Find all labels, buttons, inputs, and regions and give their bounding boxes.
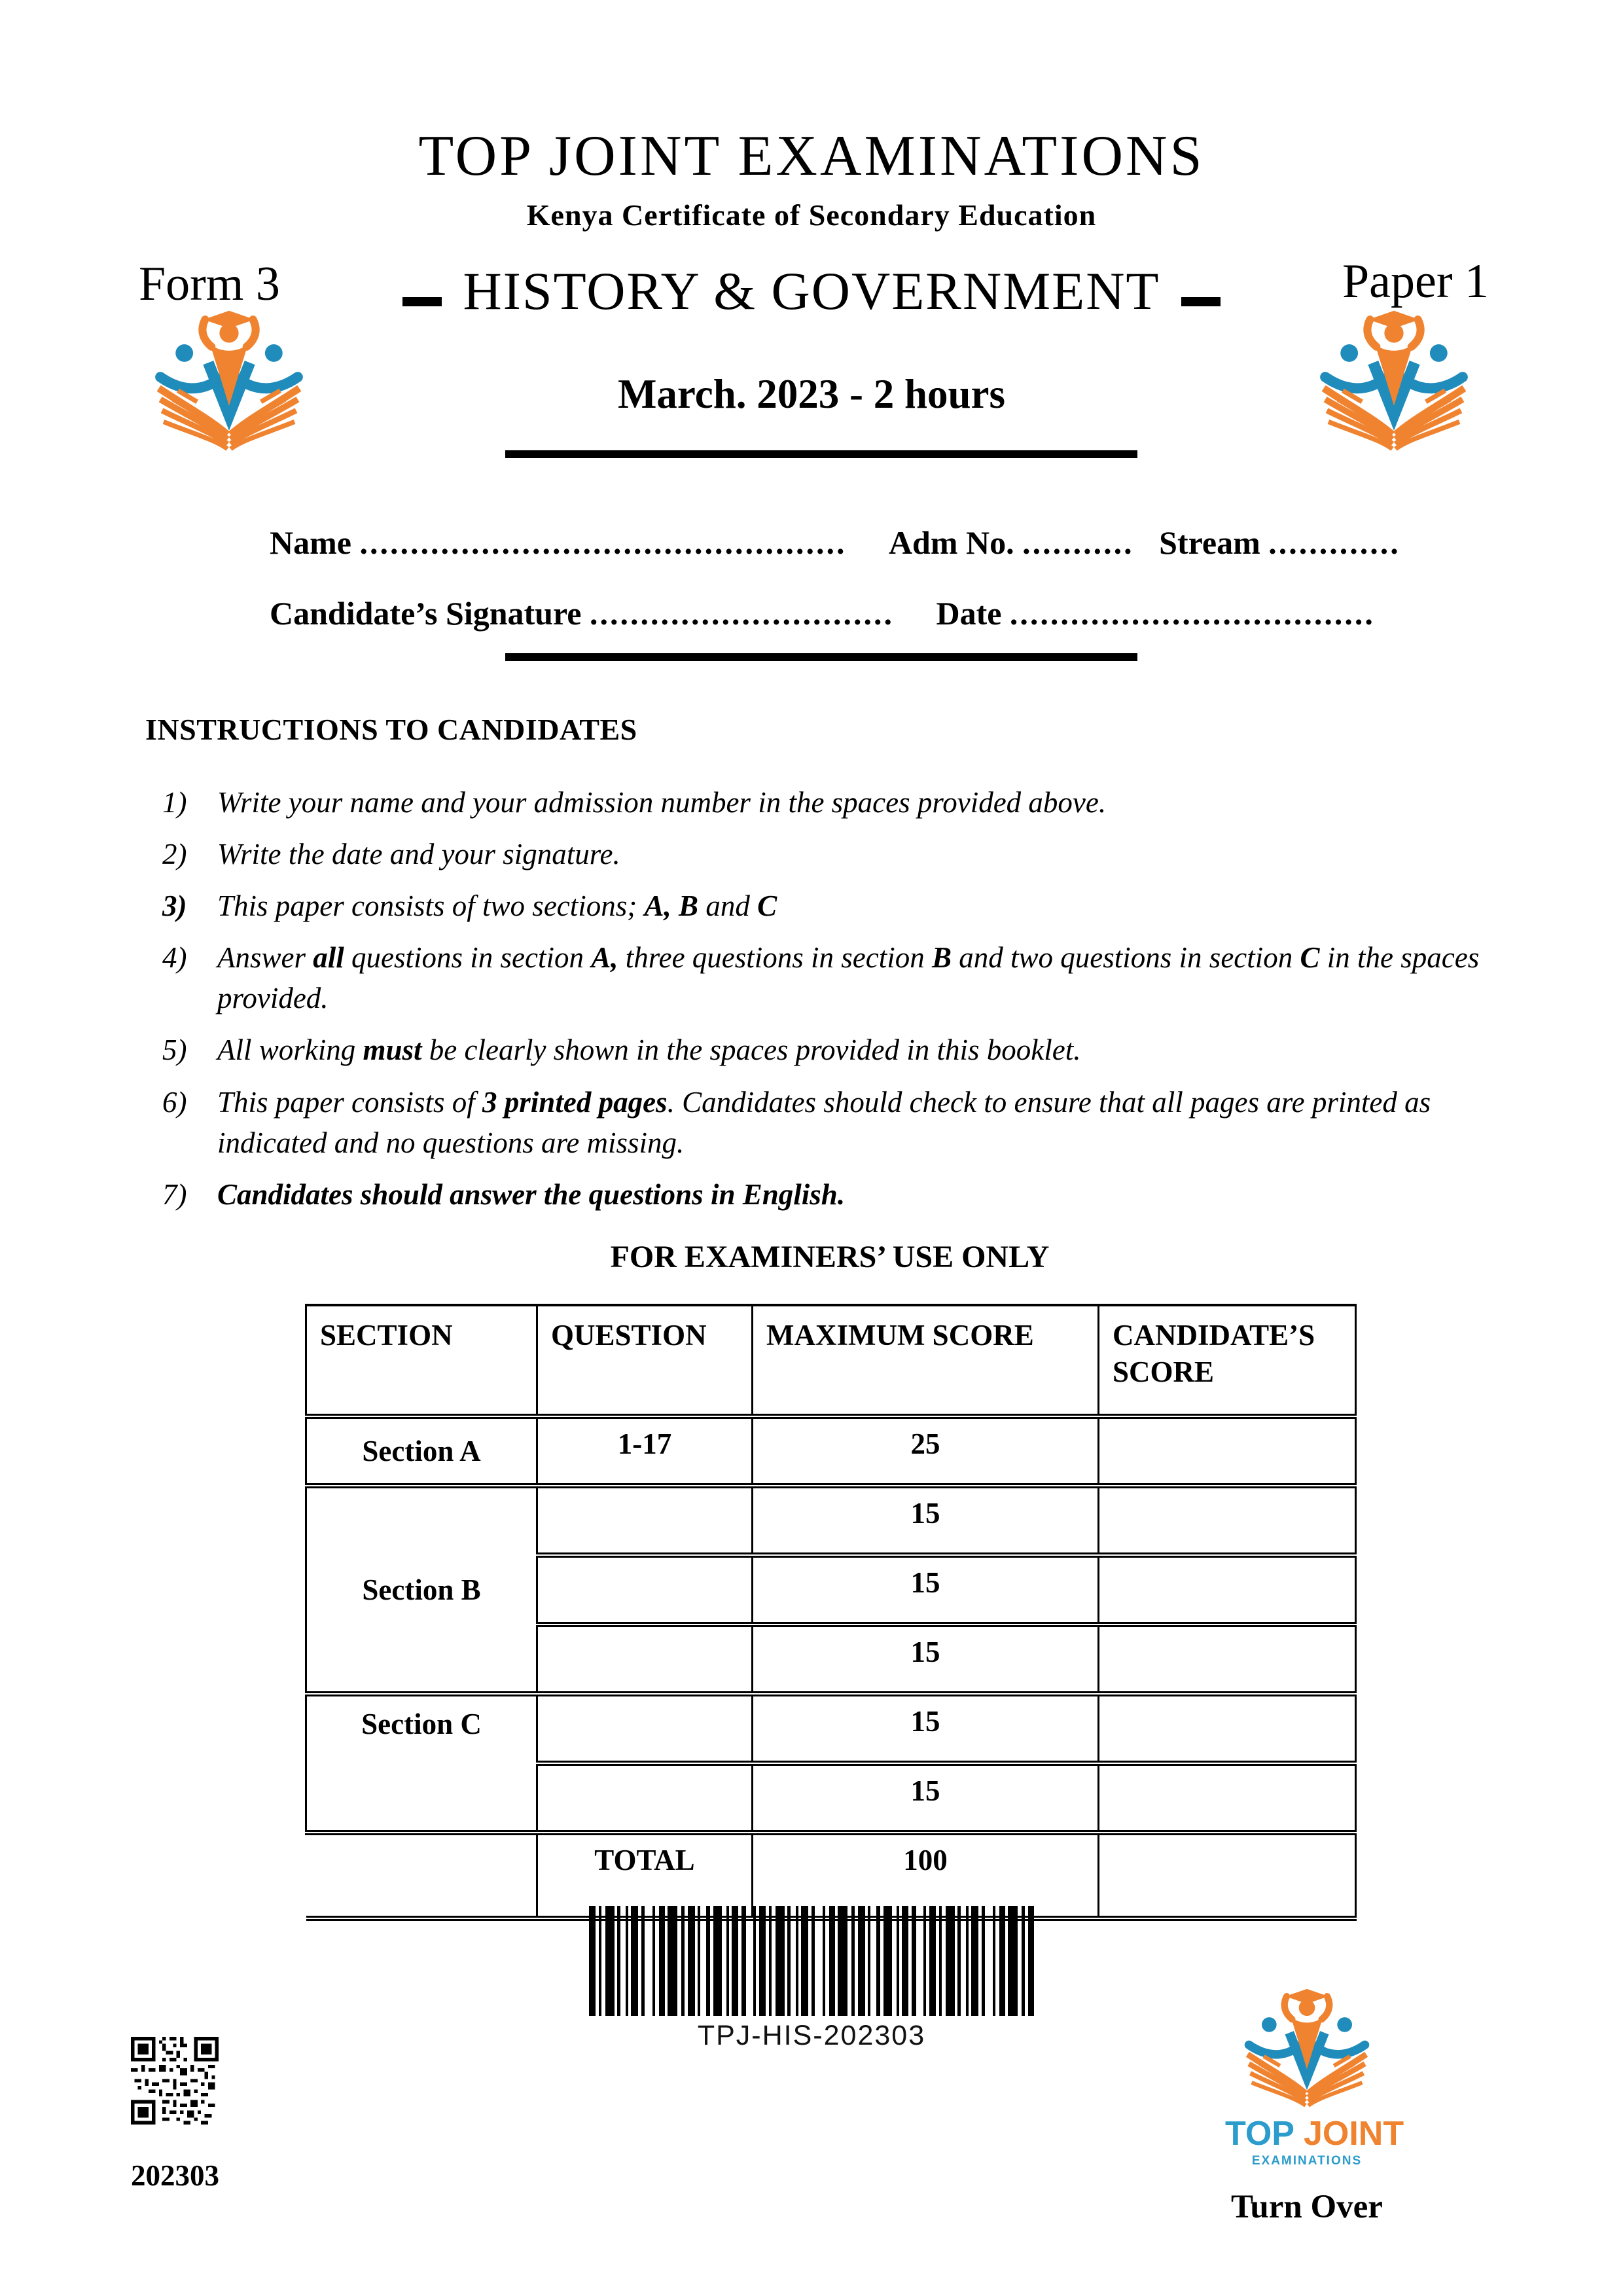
divider-rule-bottom — [505, 653, 1137, 661]
instruction-item: 3) This paper consists of two sections; A, B and C — [162, 889, 777, 923]
examiners-section — [305, 1239, 1355, 1921]
table-row — [306, 1416, 1356, 1486]
instruction-item: 6) This paper consists of 3 printed pages. Candidates should check to ensure that all pages are printed as indicated and no questions are missing. — [162, 1085, 1431, 1159]
paper-number-label: Paper 1 — [1342, 255, 1489, 308]
section-a-cell: Section A — [306, 1416, 537, 1486]
max-score-cell: 15 — [753, 1624, 1099, 1694]
logo-word-sub: EXAMINATIONS — [1251, 2154, 1363, 2168]
question-cell: 1-17 — [537, 1416, 753, 1486]
section-c-cell: Section C — [306, 1694, 537, 1833]
instruction-item: 2) Write the date and your signature. — [162, 838, 620, 871]
col-section: SECTION — [306, 1305, 537, 1416]
certificate-subtitle: Kenya Certificate of Secondary Education — [526, 198, 1097, 232]
candidate-score-cell — [1099, 1486, 1356, 1555]
question-cell — [537, 1763, 753, 1833]
candidate-score-cell — [1099, 1833, 1356, 1918]
instructions-list — [145, 782, 1539, 1215]
examiners-table — [305, 1304, 1357, 1921]
name-label: Name — [270, 524, 351, 561]
logo-word-top: TOP — [1225, 2115, 1294, 2153]
candidate-identity-line — [270, 524, 1474, 562]
exam-session-line: March. 2023 - 2 hours — [617, 371, 1006, 417]
subject-title: HISTORY & GOVERNMENT — [463, 261, 1160, 321]
signature-label: Candidate’s Signature — [270, 595, 582, 632]
table-row — [306, 1694, 1356, 1763]
instructions-section — [145, 712, 1539, 1226]
candidate-score-cell — [1099, 1694, 1356, 1763]
col-max-score: MAXIMUM SCORE — [753, 1305, 1099, 1416]
max-score-cell: 15 — [753, 1763, 1099, 1833]
turn-over-label: Turn Over — [1231, 2189, 1383, 2225]
adm-no-fill-in: ........... — [1022, 524, 1134, 561]
total-max-cell: 100 — [753, 1833, 1099, 1918]
question-cell — [537, 1624, 753, 1694]
table-row — [306, 1486, 1356, 1555]
col-question: QUESTION — [537, 1305, 753, 1416]
max-score-cell: 15 — [753, 1486, 1099, 1555]
instruction-item: 1) Write your name and your admission number in the spaces provided above. — [162, 786, 1107, 819]
total-label-cell: TOTAL — [537, 1833, 753, 1918]
qr-block — [131, 2037, 229, 2193]
subject-dash-left — [402, 297, 442, 306]
logo-wordmark — [1225, 2114, 1404, 2153]
candidate-score-cell — [1099, 1763, 1356, 1833]
adm-no-label: Adm No. — [888, 524, 1014, 561]
max-score-cell: 25 — [753, 1416, 1099, 1486]
candidate-score-cell — [1099, 1555, 1356, 1624]
instruction-item: 5) All working must be clearly shown in the spaces provided in this booklet. — [162, 1033, 1081, 1067]
table-header-row — [306, 1305, 1356, 1416]
question-cell — [537, 1486, 753, 1555]
examiners-heading: FOR EXAMINERS’ USE ONLY — [610, 1240, 1050, 1274]
barcode-block — [589, 1906, 1034, 2052]
stream-fill-in: ............. — [1268, 524, 1400, 561]
candidate-score-cell — [1099, 1416, 1356, 1486]
question-cell — [537, 1555, 753, 1624]
date-fill-in: .................................... — [1009, 595, 1375, 632]
section-b-cell: Section B — [306, 1486, 537, 1694]
name-fill-in: ................................................ — [359, 524, 847, 561]
footer-brand — [1225, 1986, 1404, 2226]
max-score-cell: 15 — [753, 1694, 1099, 1763]
instruction-item: 4) Answer all questions in section A, three questions in section B and two questions in section C in the spaces provided. — [162, 941, 1480, 1015]
stream-label: Stream — [1159, 524, 1260, 561]
question-cell — [537, 1694, 753, 1763]
subject-dash-right — [1181, 297, 1221, 306]
qr-code-icon — [131, 2037, 219, 2125]
col-candidate-score: CANDIDATE’S SCORE — [1099, 1305, 1356, 1416]
ghost-cell — [306, 1833, 537, 1918]
candidate-score-cell — [1099, 1624, 1356, 1694]
date-label: Date — [936, 595, 1002, 632]
candidate-signature-line — [270, 594, 1474, 632]
signature-fill-in: .............................. — [589, 595, 894, 632]
page-title: TOP JOINT EXAMINATIONS — [418, 124, 1205, 188]
form-level-label: Form 3 — [139, 257, 280, 311]
school-logo-icon — [1240, 1986, 1374, 2113]
instructions-heading: INSTRUCTIONS TO CANDIDATES — [145, 713, 637, 746]
barcode-label: TPJ-HIS-202303 — [697, 2020, 926, 2051]
max-score-cell: 15 — [753, 1555, 1099, 1624]
instruction-item: 7) Candidates should answer the questions in English. — [162, 1177, 846, 1211]
barcode-icon — [589, 1906, 1034, 2016]
divider-rule-top — [505, 450, 1137, 458]
logo-word-joint: JOINT — [1303, 2115, 1404, 2153]
serial-number: 202303 — [131, 2159, 219, 2192]
